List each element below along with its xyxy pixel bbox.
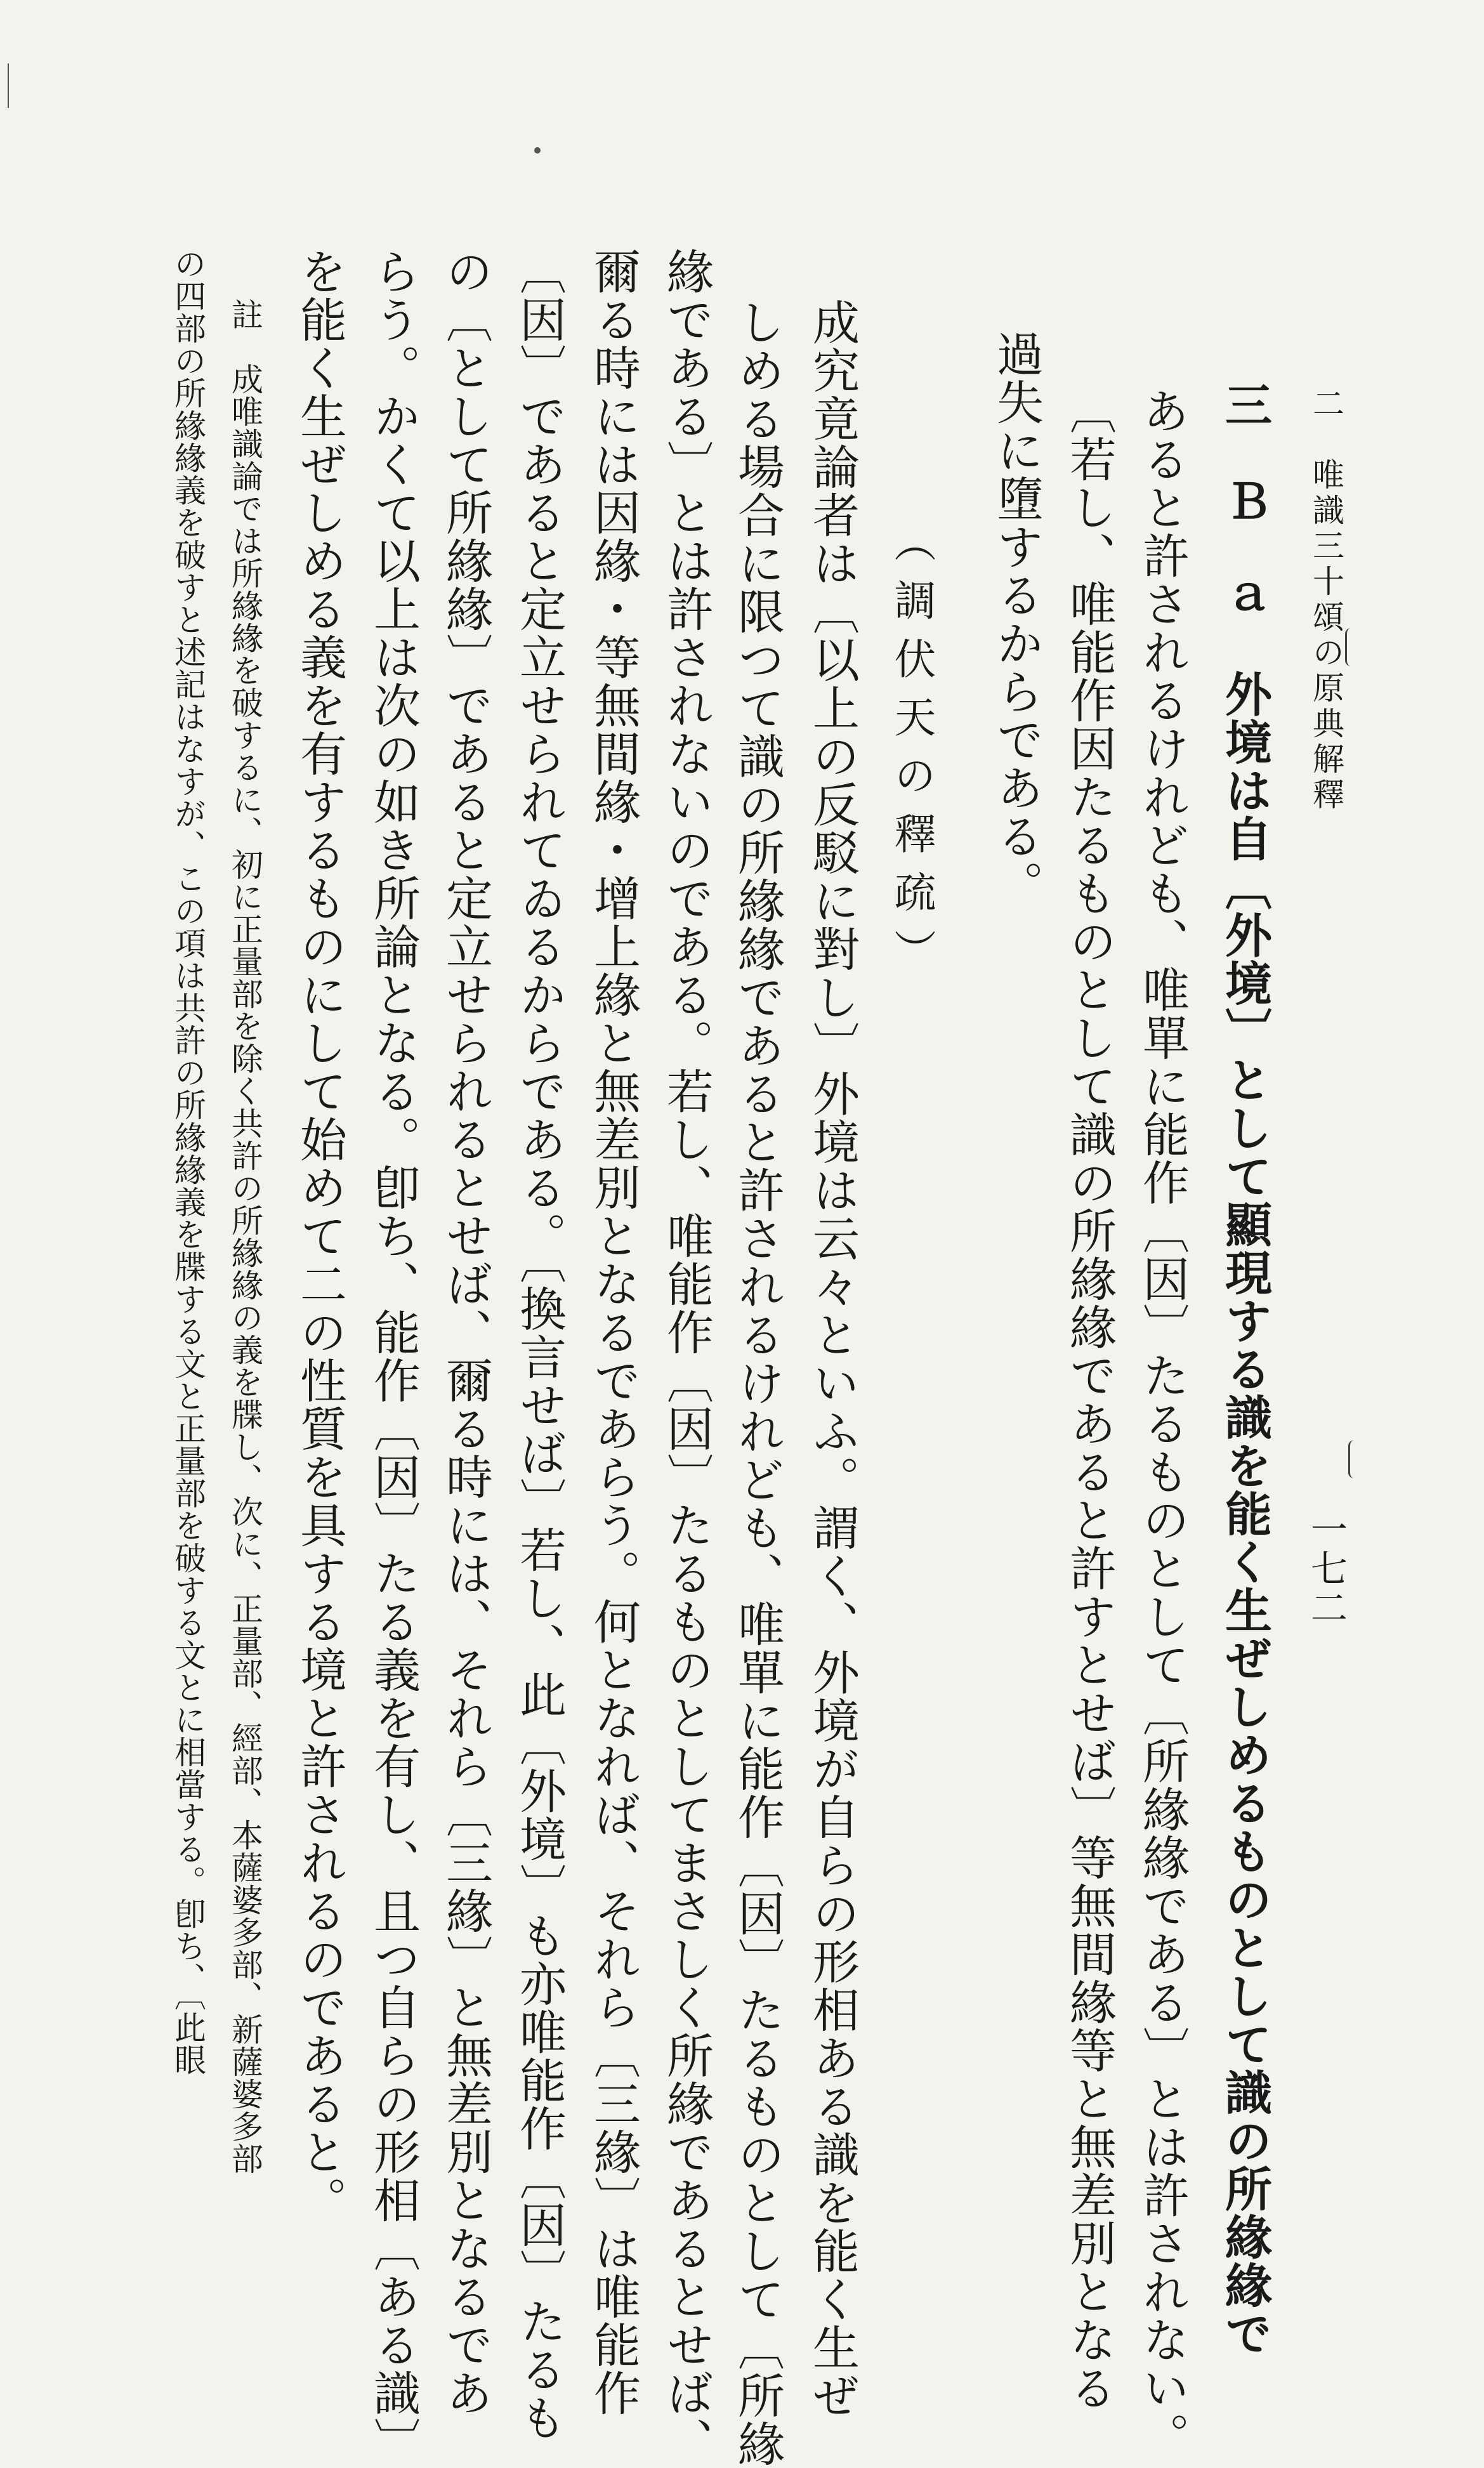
- commentary-line-6: の〔として所緣緣〕であると定立せられるとせば、爾る時には、それら〔三緣〕と無差別となるであ: [438, 247, 493, 2417]
- passage-line-2: あると許されるけれども、唯單に能作〔因〕たるものとして〔所緣緣である〕とは許されない。: [1135, 387, 1190, 2460]
- scan-speck: [534, 147, 541, 154]
- page-number: 一七二: [1304, 1510, 1348, 1628]
- commentary-line-5: 〔因〕であると定立せられてゐるからである。〔換言せば〕若し、此〔外境〕も亦唯能作〔因〕たるも: [512, 247, 567, 2442]
- footnote-line-2: の四部の所緣緣義を破すと述記はなすが、この項は共許の所緣緣義を牒する文と正量部を破する文とに相當する。卽ち、〔此眼: [169, 247, 206, 2076]
- commentary-line-3: 緣である〕とは許されないのである。若し、唯能作〔因〕たるものとしてまさしく所緣であるとせば、: [659, 247, 714, 2465]
- running-header: 二 唯識三十頌の原典解釋: [1308, 387, 1344, 813]
- passage-line-1: [1218, 381, 1272, 2358]
- passage-line-1-text: 三 Ｂ ａ 外境は自〔外境〕として顯現する識を能く生ぜしめるものとして識の所緣緣で: [1218, 381, 1272, 2358]
- margin-paren-mark: [1348, 1440, 1354, 1478]
- margin-paren-mark: [1345, 628, 1351, 666]
- passage-line-4: 過失に墮するからである。: [989, 330, 1044, 909]
- commentary-line-8: を能く生ぜしめる義を有するものにして始めて二の性質を具する境と許されるのであると。: [292, 247, 347, 2224]
- footnote-line-1: 註 成唯識論では所緣緣を破するに、初に正量部を除く共許の所緣緣の義を牒し、次に、正量部、經部、本薩婆多部、新薩婆多部: [227, 298, 263, 2175]
- commentary-line-1: 成究竟論者は〔以上の反駁に對し〕外境は云々といふ。謂く、外境が自らの形相ある識を能く生ぜ: [805, 298, 860, 2420]
- commentary-line-7: らう。かくて以上は次の如き所論となる。卽ち、能作〔因〕たる義を有し、且つ自らの形相〔ある識〕: [366, 247, 421, 2465]
- scan-edge-line: [8, 63, 9, 108]
- commentary-line-2: しめる場合に限つて識の所緣緣であると許されるけれども、唯單に能作〔因〕たるものとして〔所緣: [730, 298, 785, 2468]
- commentary-line-4: 爾る時には因緣・等無間緣・增上緣と無差別となるであらう。何となれば、それら〔三緣〕は唯能作: [586, 247, 641, 2417]
- commentary-heading: （調伏天の釋疏）: [887, 520, 936, 987]
- passage-line-3: 〔若し、唯能作因たるものとして識の所緣緣であると許すとせば〕等無間緣等と無差別となる: [1062, 387, 1117, 2412]
